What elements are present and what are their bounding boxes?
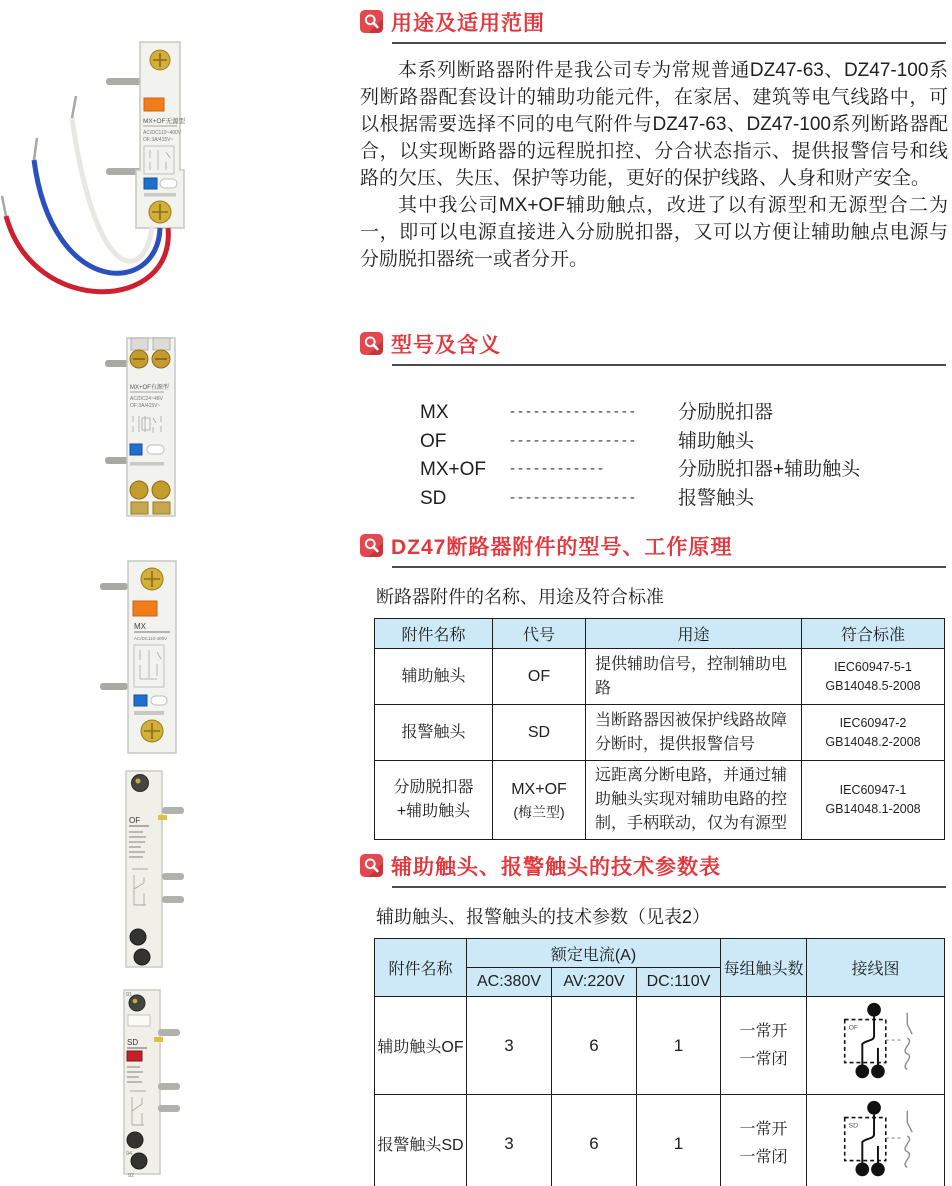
accessory-name: 报警触头 bbox=[375, 705, 493, 761]
accessory-standard-table bbox=[374, 618, 945, 840]
col-header-name: 附件名称 bbox=[375, 619, 493, 649]
contacts-per-group bbox=[721, 1095, 807, 1186]
metal-pin bbox=[106, 78, 142, 85]
section-header bbox=[360, 532, 948, 559]
micro-text-line bbox=[127, 1071, 143, 1073]
model-meaning: 分励脱扣器+辅助触头 bbox=[678, 459, 861, 480]
yellow-latch bbox=[154, 1037, 163, 1042]
rated-current-ac380: 3 bbox=[467, 1095, 552, 1186]
terminal-number: 94 bbox=[126, 1151, 133, 1157]
dark-screw bbox=[127, 1132, 143, 1148]
gold-screw bbox=[152, 481, 170, 499]
accessory-use: 当断路器因被保护线路故障分断时，提供报警信号 bbox=[586, 705, 802, 761]
metal-pin bbox=[100, 683, 128, 690]
col-header-contacts: 每组触头数 bbox=[721, 939, 807, 997]
sd-module-illustration bbox=[92, 985, 262, 1180]
usage-paragraphs bbox=[360, 57, 948, 273]
metal-pin bbox=[158, 1029, 180, 1036]
model-code: OF bbox=[420, 430, 447, 452]
contacts-per-group bbox=[721, 997, 807, 1095]
yellow-latch bbox=[158, 815, 167, 820]
model-code: MX bbox=[420, 402, 449, 423]
table-row bbox=[375, 649, 945, 705]
micro-text-line bbox=[127, 1081, 142, 1083]
section-header bbox=[360, 330, 948, 357]
model-row-mx-of bbox=[420, 456, 948, 485]
col-header-use: 用途 bbox=[586, 619, 802, 649]
col-header-wiring-diagram: 接线图 bbox=[807, 939, 945, 997]
screw-glint bbox=[136, 779, 141, 784]
wire-tip bbox=[34, 138, 37, 160]
dark-screw bbox=[132, 775, 149, 792]
product-volts: AC/DC24~48V bbox=[130, 396, 163, 402]
product-label: MX bbox=[134, 622, 146, 631]
product-amps: OF:3A/415V~ bbox=[143, 137, 174, 143]
wiring-diagram-cell bbox=[807, 1095, 945, 1186]
table-header-row bbox=[375, 939, 945, 968]
wire-tip bbox=[2, 196, 6, 216]
badge bbox=[147, 445, 164, 454]
dash-leader: ------------ bbox=[510, 460, 606, 477]
table-row-sd bbox=[375, 1095, 945, 1186]
gold-screw bbox=[130, 481, 148, 499]
blue-test-button bbox=[134, 695, 147, 706]
product-photo-mx-release bbox=[95, 555, 295, 760]
col-header-ac380: AC:380V bbox=[467, 968, 552, 997]
title-underline bbox=[392, 42, 946, 44]
blue-test-button bbox=[130, 444, 142, 455]
magnifier-icon bbox=[360, 10, 383, 33]
mx-of-module-illustration bbox=[95, 332, 295, 527]
product-label: MX+OF无源型 bbox=[143, 118, 186, 125]
wire-tip bbox=[72, 96, 76, 118]
model-row-mx bbox=[420, 399, 948, 428]
accessory-name: 分励脱扣器+辅助触头 bbox=[375, 761, 493, 840]
accessory-name: 报警触头SD bbox=[375, 1095, 467, 1186]
terminal bbox=[153, 338, 170, 350]
title-underline bbox=[392, 364, 946, 366]
slot bbox=[128, 1015, 150, 1026]
product-volts: AC/DC110~400V bbox=[143, 130, 182, 136]
metal-pin bbox=[100, 583, 128, 590]
screw-glint bbox=[133, 999, 138, 1004]
model-row-of bbox=[420, 428, 948, 457]
terminal-number: 92 bbox=[128, 1173, 135, 1179]
col-header-rated-current: 额定电流(A) bbox=[467, 939, 721, 968]
col-header-dc110: DC:110V bbox=[637, 968, 721, 997]
product-label: SD bbox=[127, 1038, 139, 1047]
of-module-illustration bbox=[92, 765, 262, 975]
micro-text-line bbox=[129, 841, 145, 843]
accessory-code bbox=[493, 761, 586, 840]
section-header bbox=[360, 8, 948, 35]
product-photo-mx-of-with-wires bbox=[0, 20, 350, 322]
section-header bbox=[360, 852, 948, 879]
standard-line: IEC60947-2 bbox=[839, 715, 907, 730]
table-row bbox=[375, 705, 945, 761]
blue-test-button bbox=[144, 178, 157, 189]
metal-pin bbox=[158, 1083, 180, 1090]
table-row bbox=[375, 761, 945, 840]
col-header-name: 附件名称 bbox=[375, 939, 467, 997]
standard-line: IEC60947-5-1 bbox=[834, 659, 912, 674]
micro-text-line bbox=[129, 831, 143, 833]
dash-leader: ---------------- bbox=[510, 403, 638, 420]
accessory-name: 辅助触头 bbox=[375, 649, 493, 705]
badge bbox=[151, 696, 167, 705]
accessory-code: OF bbox=[493, 649, 586, 705]
product-photo-sd-contact bbox=[92, 985, 262, 1180]
dark-screw bbox=[129, 995, 145, 1011]
mx-module-illustration bbox=[95, 555, 295, 760]
col-header-code: 代号 bbox=[493, 619, 586, 649]
code-line: MX+OF bbox=[511, 780, 567, 798]
terminal bbox=[153, 502, 170, 514]
model-definition-list bbox=[420, 399, 948, 513]
section-working-principle bbox=[360, 532, 948, 840]
product-label: OF bbox=[129, 816, 141, 825]
badge bbox=[160, 179, 177, 188]
title-underline bbox=[392, 566, 946, 568]
product-amps: OF:3A/415V~ bbox=[130, 403, 161, 409]
wiring-diagram-of bbox=[821, 999, 931, 1087]
micro-text-line bbox=[129, 836, 146, 838]
orange-state-indicator bbox=[133, 601, 157, 616]
accessory-standard bbox=[802, 649, 945, 705]
contact-line: 一常开 bbox=[739, 1023, 788, 1041]
product-volts: AC/DC110-400V bbox=[134, 636, 168, 641]
accessory-standard bbox=[802, 705, 945, 761]
terminal bbox=[131, 502, 148, 514]
magnifier-icon bbox=[360, 534, 383, 557]
accessory-standard bbox=[802, 761, 945, 840]
section-models bbox=[360, 330, 948, 513]
table-caption: 辅助触头、报警触头的技术参数（见表2） bbox=[376, 907, 711, 927]
section-title: 辅助触头、报警触头的技术参数表 bbox=[391, 855, 721, 879]
table-header-row bbox=[375, 619, 945, 649]
dark-screw bbox=[130, 929, 146, 945]
rated-current-ac380: 3 bbox=[467, 997, 552, 1095]
rated-current-dc110: 1 bbox=[637, 997, 721, 1095]
red-indicator bbox=[127, 1051, 142, 1061]
technical-parameters-table bbox=[374, 938, 945, 1186]
model-meaning: 报警触头 bbox=[678, 487, 755, 509]
micro-text-line bbox=[144, 193, 176, 197]
micro-text-line bbox=[127, 1076, 139, 1078]
mx-of-wired-module-illustration bbox=[0, 20, 350, 322]
magnifier-icon bbox=[360, 332, 383, 355]
micro-text-line bbox=[129, 846, 141, 848]
standard-line: GB14048.5-2008 bbox=[825, 678, 921, 693]
section-title: DZ47断路器附件的型号、工作原理 bbox=[391, 535, 733, 559]
contact-line: 一常闭 bbox=[739, 1050, 788, 1068]
usage-paragraph-2: 其中我公司MX+OF辅助触点，改进了以有源型和无源型合二为一，即可以电源直接进入分励脱扣器，又可以方便让辅助触点电源与分励脱扣器统一或者分开。 bbox=[360, 195, 948, 270]
section-technical-params bbox=[360, 852, 948, 1186]
section-usage bbox=[360, 8, 948, 273]
accessory-code: SD bbox=[493, 705, 586, 761]
micro-text-line bbox=[127, 1066, 140, 1068]
diagram-label: OF bbox=[848, 1024, 858, 1032]
wiring-diagram-cell bbox=[807, 997, 945, 1095]
table-row-of bbox=[375, 997, 945, 1095]
micro-text-line bbox=[134, 711, 164, 715]
section-title: 用途及适用范围 bbox=[391, 11, 545, 35]
dash-leader: ---------------- bbox=[510, 431, 638, 449]
product-photo-of-contact bbox=[92, 765, 262, 975]
micro-text-line bbox=[129, 851, 145, 853]
col-header-standard: 符合标准 bbox=[802, 619, 945, 649]
accessory-use: 远距离分断电路，并通过辅助触头实现对辅助电路的控制，手柄联动，仅为有源型 bbox=[586, 761, 802, 840]
magnifier-icon bbox=[360, 854, 383, 877]
metal-pin bbox=[162, 873, 184, 880]
rated-current-dc110: 1 bbox=[637, 1095, 721, 1186]
accessory-use: 提供辅助信号，控制辅助电路 bbox=[586, 649, 802, 705]
table-caption: 断路器附件的名称、用途及符合标准 bbox=[376, 587, 664, 607]
contact-line: 一常闭 bbox=[739, 1148, 788, 1166]
section-title: 型号及含义 bbox=[391, 333, 501, 357]
standard-line: GB14048.2-2008 bbox=[825, 734, 921, 749]
accessory-name: 辅助触头OF bbox=[375, 997, 467, 1095]
orange-state-indicator bbox=[144, 98, 164, 111]
wiring-diagram-sd bbox=[821, 1097, 931, 1185]
usage-paragraph-1: 本系列断路器附件是我公司专为常规普通DZ47-63、DZ47-100系列断路器配套设计的辅助功能元件，在家居、建筑等电气线路中，可以根据需要选择不同的电气附件与DZ47-63、DZ47-100系列断路器配合，以实现断路器的远程脱扣控、分合状态指示、提供报警信号和线路的欠压、失压、保护等功能，更好的保护线路、人身和财产安全。 bbox=[360, 60, 948, 189]
contact-line: 一常开 bbox=[739, 1121, 788, 1139]
model-meaning: 辅助触头 bbox=[678, 430, 755, 452]
standard-line: GB14048.1-2008 bbox=[825, 802, 921, 816]
model-code: MX+OF bbox=[420, 459, 486, 480]
standard-line: IEC60947-1 bbox=[839, 783, 907, 798]
dark-screw bbox=[134, 949, 150, 965]
model-code: SD bbox=[420, 487, 447, 509]
metal-pin bbox=[162, 807, 184, 814]
dash-leader: ---------------- bbox=[510, 488, 638, 506]
rated-current-av220: 6 bbox=[552, 1095, 637, 1186]
diagram-label: SD bbox=[848, 1122, 858, 1130]
micro-text-line bbox=[129, 856, 143, 858]
model-meaning: 分励脱扣器 bbox=[678, 402, 774, 423]
micro-text-line bbox=[130, 462, 164, 466]
terminal-number: 91 bbox=[126, 992, 133, 998]
dark-screw bbox=[131, 1153, 147, 1169]
terminal bbox=[131, 338, 148, 350]
title-underline bbox=[392, 886, 946, 888]
product-photo-mx-of-module bbox=[95, 332, 295, 527]
col-header-av220: AV:220V bbox=[552, 968, 637, 997]
rated-current-av220: 6 bbox=[552, 997, 637, 1095]
metal-pin bbox=[162, 896, 184, 903]
code-note: (梅兰型) bbox=[513, 803, 565, 820]
model-row-sd bbox=[420, 485, 948, 514]
metal-pin bbox=[158, 1105, 180, 1112]
product-label: MX+OF有源型 bbox=[130, 385, 169, 391]
